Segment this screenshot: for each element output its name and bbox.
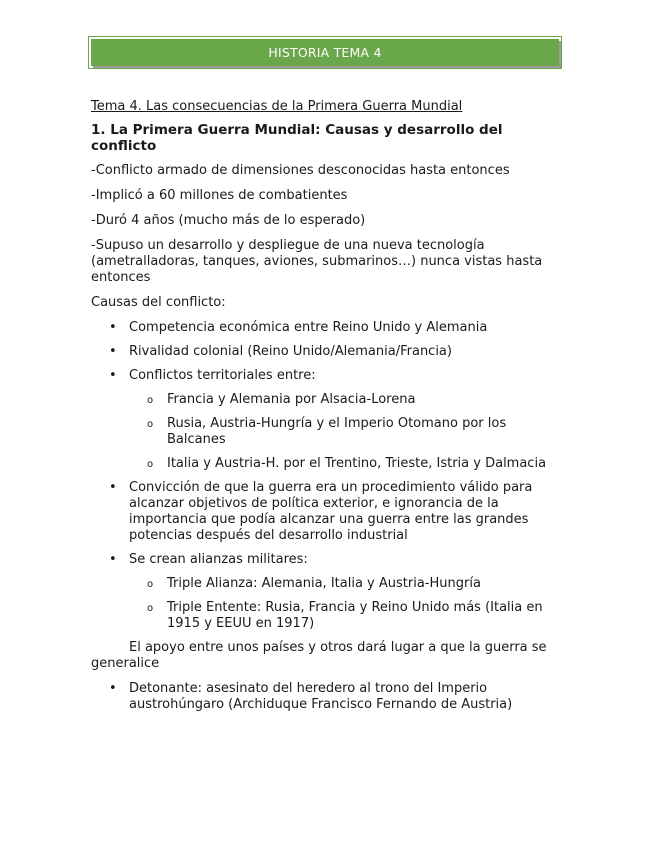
list-item: • Conflictos territoriales entre: o Francia y Alemania por Alsacia-Lorena o Rusia, Austria-Hungría y el Imperio Otomano por los Balcanes o Italia y Austria-H. por el Trentino, Trieste, Istria y Dalmacia: [91, 368, 559, 472]
intro-line: -Duró 4 años (mucho más de lo esperado): [91, 213, 366, 228]
header-title: HISTORIA TEMA 4: [268, 45, 382, 60]
causes-label: Causas del conflicto:: [91, 295, 226, 310]
list-item: o Rusia, Austria-Hungría y el Imperio Otomano por los Balcanes: [129, 416, 559, 448]
list-item: • Detonante: asesinato del heredero al trono del Imperio austrohúngaro (Archiduque Francisco Fernando de Austria): [91, 681, 559, 713]
list-item: o Italia y Austria-H. por el Trentino, Trieste, Istria y Dalmacia: [129, 456, 559, 472]
list-item: • Competencia económica entre Reino Unido y Alemania: [91, 320, 559, 336]
intro-line: -Conflicto armado de dimensiones desconocidas hasta entonces: [91, 163, 510, 178]
support-note: El apoyo entre unos países y otros dará lugar a que la guerra se generalice: [91, 640, 547, 671]
lesson-title: Tema 4. Las consecuencias de la Primera Guerra Mundial: [91, 99, 463, 114]
causes-list: [91, 320, 559, 632]
intro-line: -Supuso un desarrollo y despliegue de una nueva tecnología (ametralladoras, tanques, aviones, submarinos…) nunca vistas hasta entonces: [91, 238, 543, 285]
document-body: [91, 99, 559, 721]
intro-line: -Implicó a 60 millones de combatientes: [91, 188, 348, 203]
list-item: • Convicción de que la guerra era un procedimiento válido para alcanzar objetivos de política exterior, e ignorancia de la importancia que podía alcanzar una guerra entre las grandes potencias después del desarrollo industrial: [91, 480, 559, 544]
list-item: o Triple Entente: Rusia, Francia y Reino Unido más (Italia en 1915 y EEUU en 1917): [129, 600, 559, 632]
list-item: • Rivalidad colonial (Reino Unido/Alemania/Francia): [91, 344, 559, 360]
alliances-list: [129, 576, 559, 632]
list-item: • Se crean alianzas militares: o Triple Alianza: Alemania, Italia y Austria-Hungría o Triple Entente: Rusia, Francia y Reino Unido más (Italia en 1915 y EEUU en 1917): [91, 552, 559, 632]
list-item: o Triple Alianza: Alemania, Italia y Austria-Hungría: [129, 576, 559, 592]
territorial-conflicts-list: [129, 392, 559, 472]
header-banner: [91, 39, 559, 66]
section-title: 1. La Primera Guerra Mundial: Causas y desarrollo del conflicto: [91, 122, 503, 154]
list-item: o Francia y Alemania por Alsacia-Lorena: [129, 392, 559, 408]
trigger-list: [91, 681, 559, 713]
